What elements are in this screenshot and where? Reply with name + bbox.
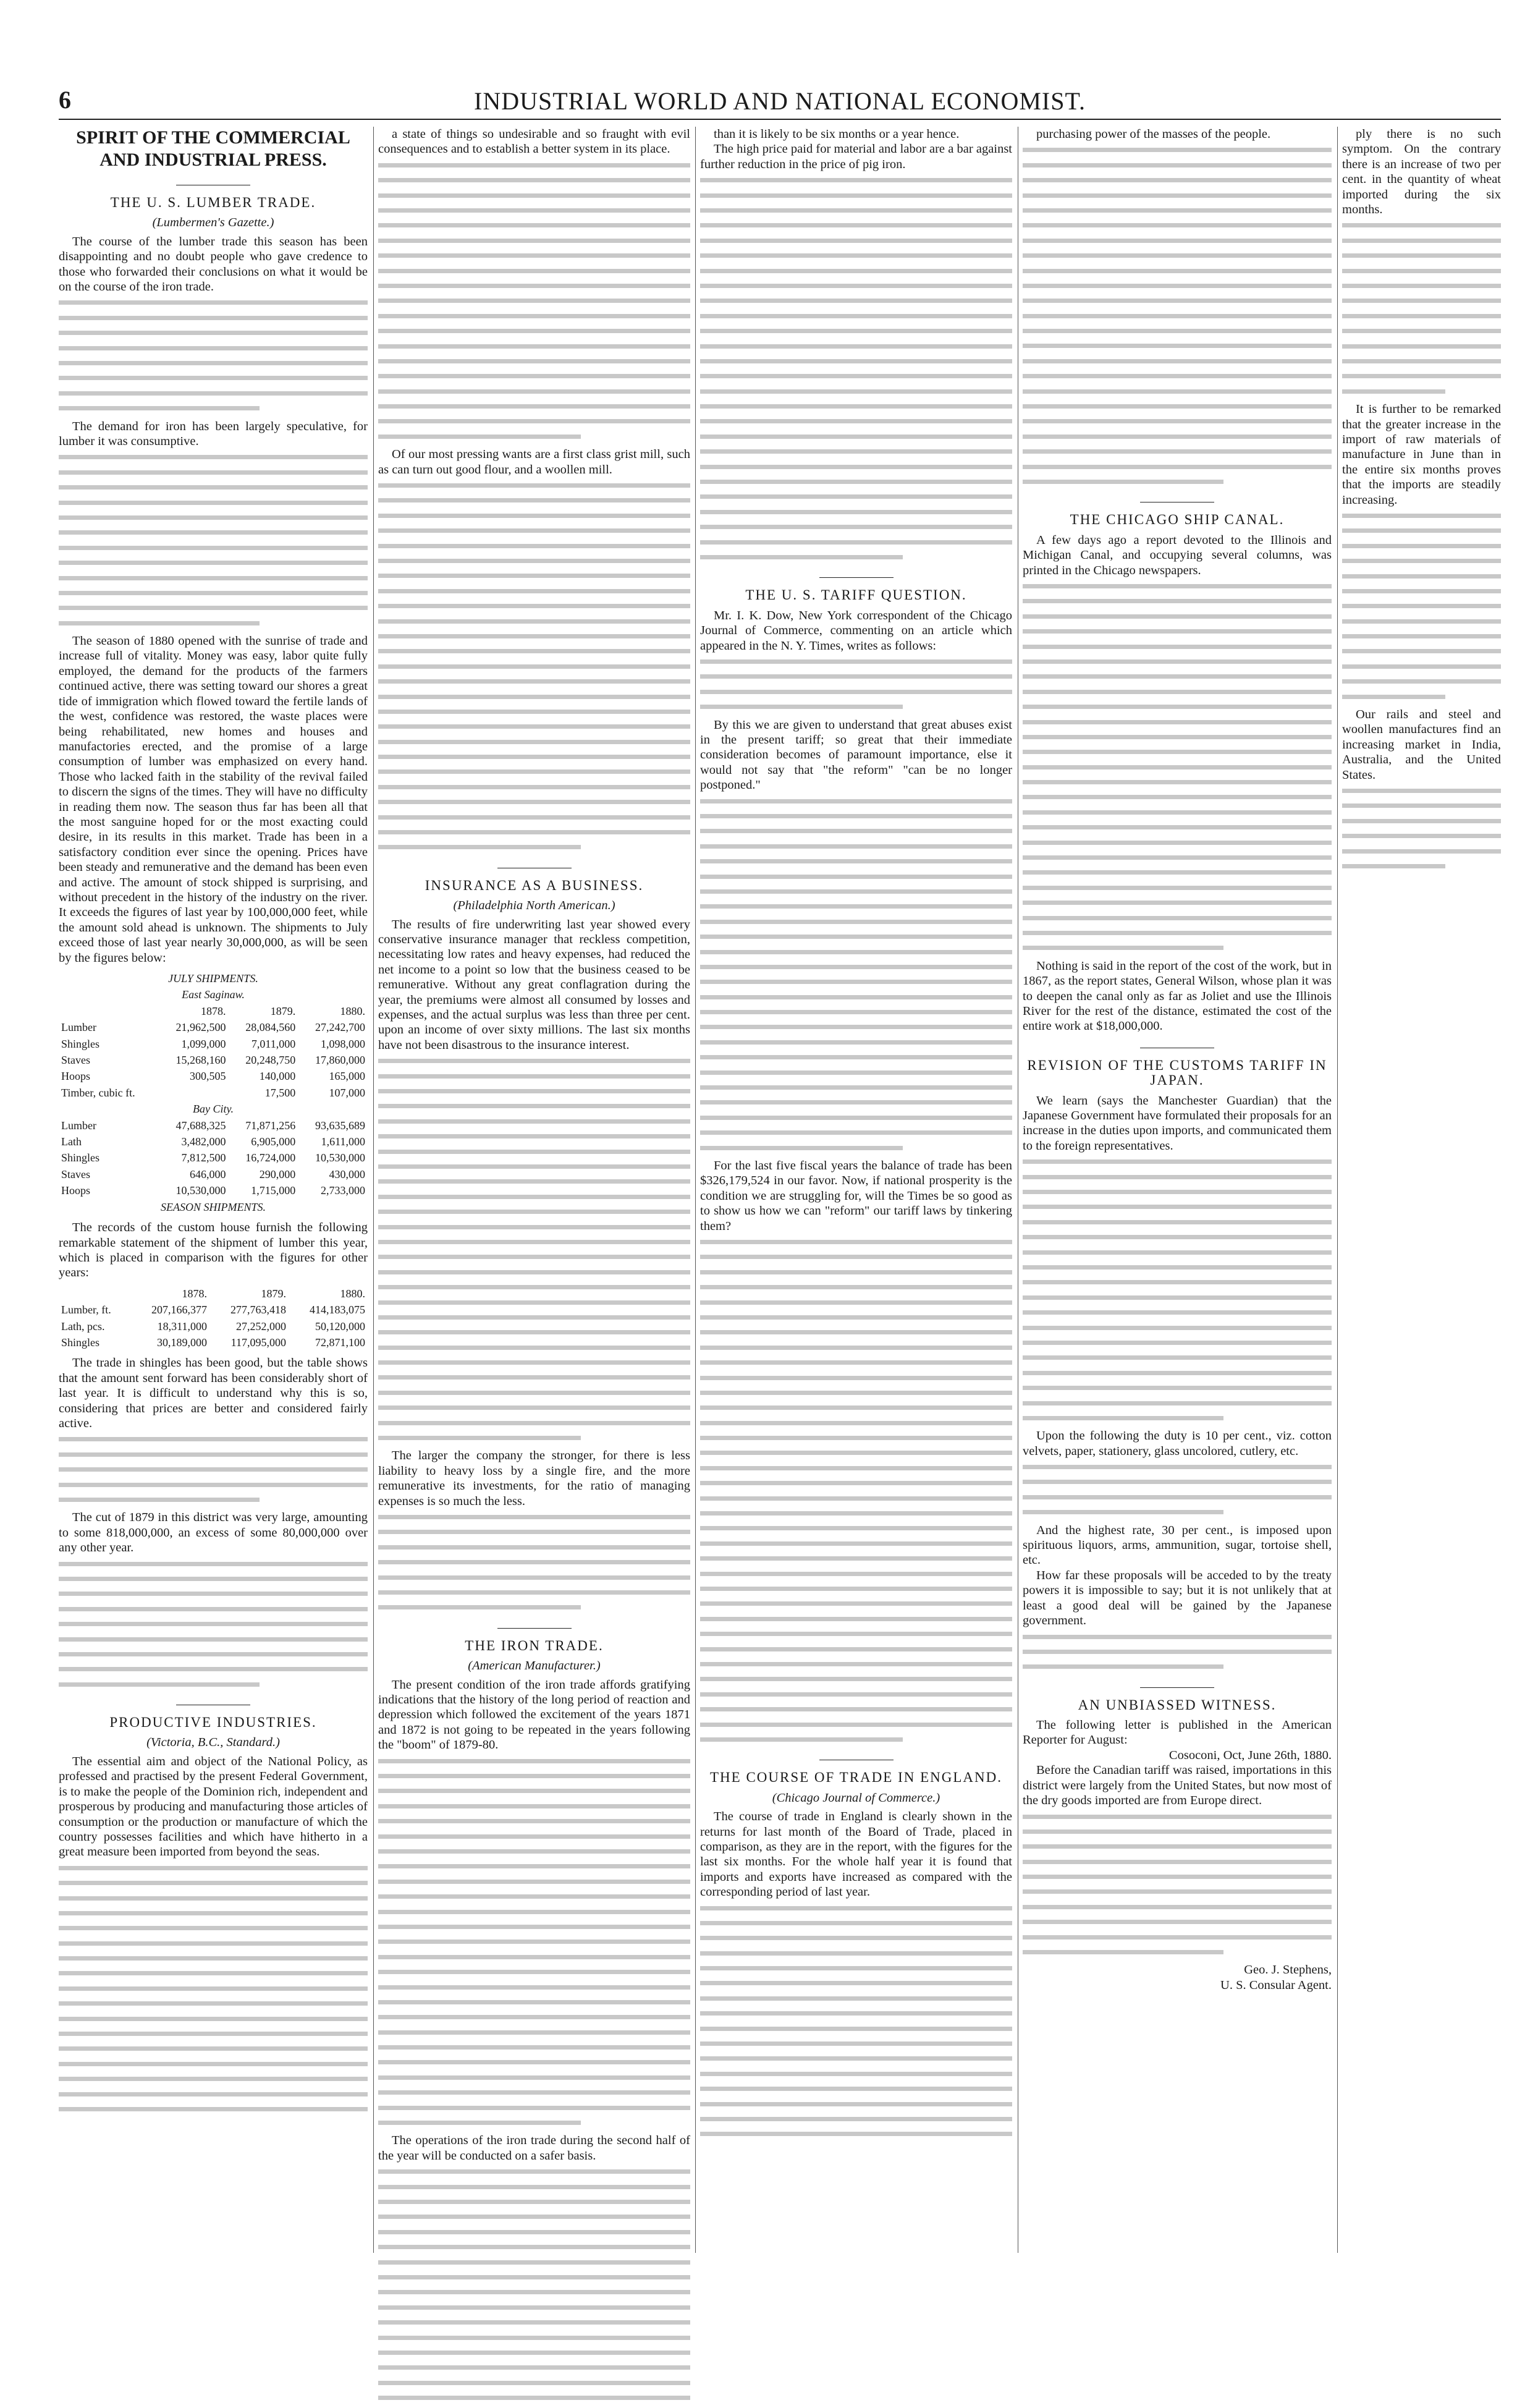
article-source: (Philadelphia North American.): [453, 899, 615, 913]
paragraph: The larger the company the stronger, for there is less liability to heavy loss by a single fire, and the more remunerative its investments, for the ratio of managing expenses is so much the less.: [378, 1449, 690, 1508]
paragraph: How far these proposals will be acceded to by the treaty powers it is impossible to say; but it is not unlikely that at least a good deal will be gained by the Japanese government.: [1023, 1568, 1332, 1628]
paragraph: Our rails and steel and woollen manufactures find an increasing market in India, Australia, and the United States.: [1342, 708, 1501, 782]
table-header-row: [59, 1003, 368, 1019]
illegible-text: [378, 1753, 690, 2130]
column-divider: [373, 127, 374, 2253]
article-source: (Chicago Journal of Commerce.): [772, 1791, 940, 1805]
header-rule: [59, 119, 1501, 120]
article-heading-lumber: THE U. S. LUMBER TRADE.: [59, 185, 368, 210]
table-year: 1880.: [340, 1004, 365, 1017]
illegible-text: [1023, 1153, 1332, 1425]
paragraph: The course of trade in England is clearly shown in the returns for last month of the Board of Trade, placed in comparison, as they are in the report, with the figures for the last six months. For the whole half year it is found that imports and exports have increased as compared with the corresponding period of last year.: [700, 1810, 1012, 1899]
table-subcaption: Bay City.: [193, 1103, 234, 1116]
illegible-text: [1023, 1808, 1332, 1959]
table-row: Staves 15,268,160 20,248,750 17,860,000: [61, 1054, 365, 1067]
article-heading-trade-england: THE COURSE OF TRADE IN ENGLAND.: [700, 1760, 1012, 1785]
signature-name: Geo. J. Stephens,: [1244, 1963, 1332, 1977]
column-divider: [695, 127, 696, 2253]
illegible-text: [59, 1860, 368, 2116]
table-year: 1879.: [270, 1004, 296, 1017]
paragraph: For the last five fiscal years the balance of trade has been $326,179,524 in our favor. Now, if national prosperity is the condition we are struggling for, will the Times be so good as to show us how we can "reform" our tariff laws by tinkering them?: [700, 1158, 1012, 1233]
table-caption: SEASON SHIPMENTS.: [161, 1200, 266, 1213]
table-row: Hoops 300,505 140,000 165,000: [61, 1070, 365, 1083]
article-source: (Victoria, B.C., Standard.): [146, 1736, 280, 1750]
table-subcaption: East Saginaw.: [182, 988, 245, 1001]
illegible-text: [378, 157, 690, 443]
illegible-text: [1023, 578, 1332, 955]
paragraph: The cut of 1879 in this district was very large, amounting to some 818,000,000, an excess of some 80,000,000 over any other year.: [59, 1511, 368, 1555]
article-source: (American Manufacturer.): [468, 1659, 601, 1673]
illegible-text: [59, 1556, 368, 1692]
paragraph: A few days ago a report devoted to the Illinois and Michigan Canal, and occupying several columns, was printed in the Chicago newspapers.: [1023, 533, 1332, 577]
column-5: [1342, 127, 1501, 876]
table-row: Shingles 7,812,500 16,724,000 10,530,000: [61, 1151, 365, 1164]
paragraph: The following letter is published in the American Reporter for August:: [1023, 1718, 1332, 1747]
illegible-text: [1342, 507, 1501, 703]
illegible-text: [378, 1509, 690, 1614]
section-title: SPIRIT OF THE COMMERCIAL AND INDUSTRIAL PRESS.: [76, 127, 350, 170]
illegible-text: [59, 1431, 368, 1506]
table-row: Lumber 21,962,500 28,084,560 27,242,700: [61, 1021, 365, 1034]
paragraph: purchasing power of the masses of the people.: [1036, 127, 1271, 141]
signature-title: U. S. Consular Agent.: [1220, 1978, 1332, 1992]
paragraph: The high price paid for material and labor are a bar against further reduction in the price of pig iron.: [700, 142, 1012, 171]
page-number: 6: [59, 86, 71, 114]
paragraph: Of our most pressing wants are a first class grist mill, such as can turn out good flour, and a woollen mill.: [378, 447, 690, 477]
column-2: [378, 127, 690, 2408]
illegible-text: [700, 172, 1012, 564]
paragraph: The trade in shingles has been good, but the table shows that the amount sent forward has been considerably short of last year. It is difficult to understand why this is so, considering that prices are better and considered fairly active.: [59, 1356, 368, 1430]
article-heading-japan-tariff: REVISION OF THE CUSTOMS TARIFF IN JAPAN.: [1023, 1048, 1332, 1088]
article-heading-insurance: INSURANCE AS A BUSINESS.: [378, 868, 690, 893]
dateline: Cosoconi, Oct, June 26th, 1880.: [1168, 1748, 1332, 1762]
table-row: Lath, pcs. 18,311,000 27,252,000 50,120,000: [61, 1320, 365, 1333]
paragraph: a state of things so undesirable and so fraught with evil consequences and to establish a better system in its place.: [378, 127, 690, 156]
paragraph: And the highest rate, 30 per cent., is imposed upon spirituous liquors, arms, ammunition, sugar, tortoise shell, etc.: [1023, 1523, 1332, 1567]
illegible-text: [700, 793, 1012, 1155]
illegible-text: [700, 1900, 1012, 2141]
illegible-text: [1023, 142, 1332, 488]
table-row: Lath 3,482,000 6,905,000 1,611,000: [61, 1135, 365, 1148]
illegible-text: [700, 1234, 1012, 1746]
illegible-text: [378, 1053, 690, 1444]
page-header: [59, 85, 1501, 122]
table-row: Shingles 30,189,000 117,095,000 72,871,100: [61, 1336, 365, 1349]
article-source: (Lumbermen's Gazette.): [152, 216, 274, 230]
paragraph: Before the Canadian tariff was raised, importations in this district were largely from the United States, but now most of the dry goods imported are from Europe direct.: [1023, 1763, 1332, 1808]
paragraph: ply there is no such symptom. On the contrary there is an increase of two per cent. in the quantity of wheat imported during the six months.: [1342, 127, 1501, 217]
article-heading-chicago-canal: THE CHICAGO SHIP CANAL.: [1023, 502, 1332, 527]
paragraph: The operations of the iron trade during the second half of the year will be conducted on a safer basis.: [378, 2134, 690, 2163]
table-header-row: 1878. 1879. 1880.: [182, 1287, 365, 1300]
paragraph: It is further to be remarked that the greater increase in the import of raw materials of manufacture in June than in the entire six months proves that the imports are steadily increasing.: [1342, 402, 1501, 507]
article-heading-witness: AN UNBIASSED WITNESS.: [1023, 1687, 1332, 1713]
article-heading-tariff: THE U. S. TARIFF QUESTION.: [700, 577, 1012, 603]
table-row: Hoops 10,530,000 1,715,000 2,733,000: [61, 1184, 365, 1197]
illegible-text: [1342, 217, 1501, 398]
paragraph: We learn (says the Manchester Guardian) that the Japanese Government have formulated their proposals for an increase in the duties upon imports, and communicated them to the foreign representatives.: [1023, 1093, 1332, 1153]
illegible-text: [1023, 1629, 1332, 1674]
article-heading-productive: PRODUCTIVE INDUSTRIES.: [59, 1705, 368, 1730]
table-row: Lumber 47,688,325 71,871,256 93,635,689: [61, 1119, 365, 1132]
paragraph: The essential aim and object of the National Policy, as professed and practised by the present Federal Government, is to make the people of the Dominion rich, independent and prosperous by producing and manufacturing those articles of consumption or the production or manufacture of which the country possesses facilities and which have hitherto in a great measure been imported from beyond the seas.: [59, 1754, 368, 1859]
table-row: Shingles 1,099,000 7,011,000 1,098,000: [61, 1037, 365, 1050]
paragraph: The season of 1880 opened with the sunrise of trade and increase full of vitality. Money was easy, labor quite fully employed, the demand for the products of the farmers continued active, there was setting toward our shores a great tide of immigration which flowed toward the fertile lands of the west, confidence was restored, the waste places were being rehabilitated, new homes and houses and manufactories erected, and the promise of a large consumption of lumber was emphasized on every hand. Those who lacked faith in the stability of the revival failed to discern the signs of the times. They will have no difficulty in reading them now. The season thus far has been all that the most sanguine hoped for or the most exacting could desire, in its results in this market. Trade has been in a satisfactory condition ever since the opening. Prices have been steady and remunerative and the demand has been even and active. The amount of stock shipped is surprising, and without precedent in the history of the industry on the river. It exceeds the figures of last year by 100,000,000 feet, while the amount sold ahead is unknown. The shipments to July exceed those of last year nearly 30,000,000, as will be seen by the figures below:: [59, 634, 368, 965]
illegible-text: [59, 449, 368, 630]
table-caption: JULY SHIPMENTS.: [168, 972, 258, 985]
column-4: [1023, 127, 1332, 1993]
illegible-text: [378, 2163, 690, 2404]
paragraph: than it is likely to be six months or a year hence.: [714, 127, 960, 141]
paragraph: The present condition of the iron trade affords gratifying indications that the history of the long period of reaction and depression which followed the excitement of the years 1871 and 1872 is not going to be repeated in the years following the "boom" of 1879-80.: [378, 1677, 690, 1752]
paragraph: By this we are given to understand that great abuses exist in the present tariff; so great that their immediate consideration becomes of paramount importance, else it would not say that "the reform" "can be no longer postponed.": [700, 718, 1012, 792]
illegible-text: [1023, 1459, 1332, 1519]
illegible-text: [1342, 782, 1501, 873]
table-year: 1878.: [200, 1004, 226, 1017]
paragraph: The results of fire underwriting last year showed every conservative insurance manager that reckless competition, necessitating low rates and heavy expenses, had reduced the net income to a point so low that the business ceased to be remunerative. Without any great conflagration during the year, the premiums were almost all consumed by losses and expenses, and the actual surplus was less than three per cent. upon an income of over sixty millions. The last six months have not been disastrous to the insurance interest.: [378, 917, 690, 1052]
journal-title: INDUSTRIAL WORLD AND NATIONAL ECONOMIST.: [474, 87, 1086, 115]
paragraph: The course of the lumber trade this season has been disappointing and no doubt people who gave credence to those who forwarded their conclusions on what it would be on the course of the iron trade.: [59, 234, 368, 294]
illegible-text: [378, 477, 690, 854]
table-row: Staves 646,000 290,000 430,000: [61, 1168, 365, 1181]
illegible-text: [700, 653, 1012, 714]
column-3: [700, 127, 1012, 2145]
paragraph: Nothing is said in the report of the cost of the work, but in 1867, as the report states, General Wilson, whose plan it was to deepen the canal only as far as Joliet and use the Illinois River for the rest of the distance, estimated the cost of the entire work at $18,000,000.: [1023, 959, 1332, 1033]
paragraph: Mr. I. K. Dow, New York correspondent of the Chicago Journal of Commerce, commenting on an article which appeared in the N. Y. Times, writes as follows:: [700, 608, 1012, 653]
table-row: Lumber, ft. 207,166,377 277,763,418 414,183,075: [61, 1304, 365, 1316]
table-row: Timber, cubic ft. 17,500 107,000: [61, 1086, 365, 1099]
paragraph: The records of the custom house furnish the following remarkable statement of the shipment of lumber this year, which is placed in comparison with the figures for other years:: [59, 1221, 368, 1280]
shipments-table: [59, 970, 368, 1215]
column-divider: [1337, 127, 1338, 2253]
season-table: [59, 1286, 368, 1351]
column-1: [59, 127, 368, 2119]
article-heading-iron: THE IRON TRADE.: [378, 1628, 690, 1653]
paragraph: The demand for iron has been largely speculative, for lumber it was consumptive.: [59, 419, 368, 448]
paragraph: Upon the following the duty is 10 per cent., viz. cotton velvets, paper, stationery, glass uncolored, cutlery, etc.: [1023, 1429, 1332, 1458]
illegible-text: [59, 294, 368, 415]
